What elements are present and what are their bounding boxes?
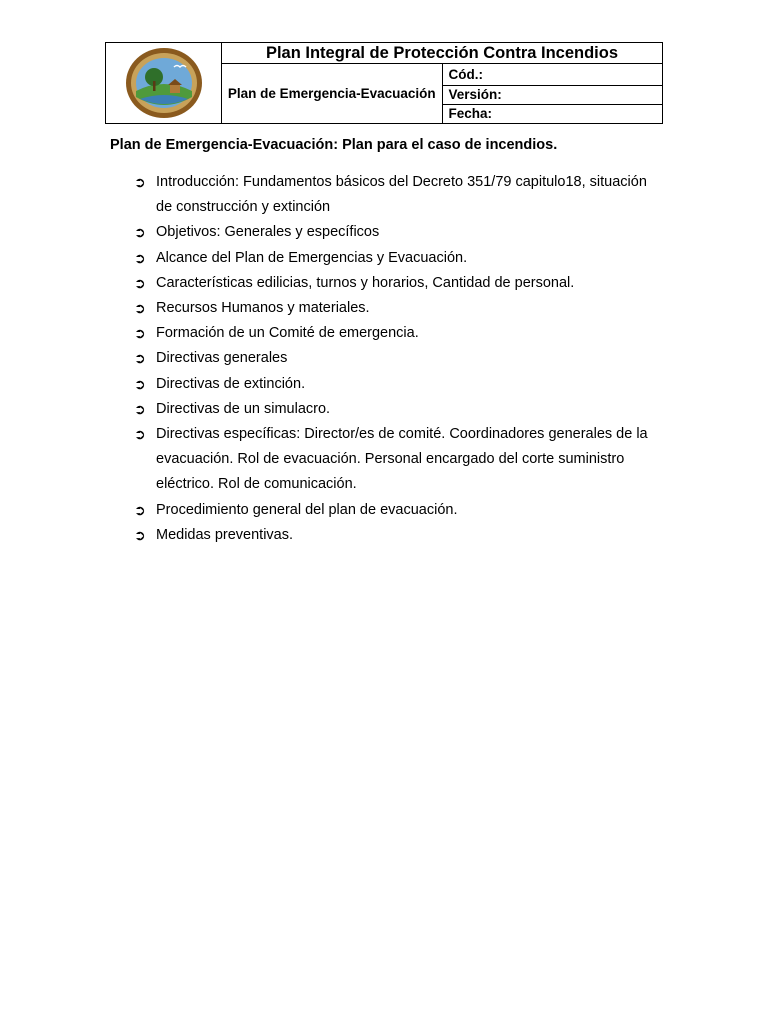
code-label: Cód.: — [442, 64, 663, 86]
circled-arrow-icon: ➲ — [134, 526, 146, 543]
circled-arrow-icon: ➲ — [134, 375, 146, 392]
list-item: ➲ Directivas de un simulacro. — [134, 397, 654, 422]
list-item: ➲ Directivas de extinción. — [134, 372, 654, 397]
section-heading: Plan de Emergencia-Evacuación: Plan para el caso de incendios. — [110, 137, 558, 153]
document-main-title: Plan Integral de Protección Contra Incendios — [222, 43, 663, 64]
list-item: ➲ Directivas específicas: Director/es de comité. Coordinadores generales de la evacuación. Rol de evacuación. Personal encargado del corte suministro eléctrico. Rol de comunicación. — [134, 422, 654, 498]
list-item: ➲ Medidas preventivas. — [134, 523, 654, 548]
circled-arrow-icon: ➲ — [134, 426, 146, 443]
circled-arrow-icon: ➲ — [134, 174, 146, 190]
logo — [106, 43, 221, 123]
list-item: ➲ Formación de un Comité de emergencia. — [134, 321, 654, 346]
circled-arrow-icon: ➲ — [134, 224, 146, 241]
circled-arrow-icon: ➲ — [134, 400, 146, 417]
list-item: ➲ Procedimiento general del plan de evacuación. — [134, 498, 654, 523]
list-item: ➲ Características edilicias, turnos y horarios, Cantidad de personal. — [134, 271, 654, 296]
institution-seal-icon — [124, 47, 204, 119]
logo-cell — [106, 43, 222, 124]
list-item: ➲ Directivas generales — [134, 346, 654, 371]
version-label: Versión: — [442, 86, 663, 105]
circled-arrow-icon: ➲ — [134, 249, 146, 266]
list-item: ➲ Introducción: Fundamentos básicos del Decreto 351/79 capitulo18, situación de construcción y extinción — [134, 170, 654, 220]
circled-arrow-icon: ➲ — [134, 274, 146, 291]
list-item: ➲ Objetivos: Generales y específicos — [134, 220, 654, 245]
circled-arrow-icon: ➲ — [134, 350, 146, 367]
circled-arrow-icon: ➲ — [134, 300, 146, 317]
circled-arrow-icon: ➲ — [134, 501, 146, 518]
document-header-table — [105, 42, 663, 124]
date-label: Fecha: — [442, 105, 663, 124]
circled-arrow-icon: ➲ — [134, 325, 146, 342]
list-item: ➲ Alcance del Plan de Emergencias y Evacuación. — [134, 246, 654, 271]
contents-list — [134, 170, 654, 548]
document-subtitle: Plan de Emergencia-Evacuación — [222, 64, 443, 124]
list-item: ➲ Recursos Humanos y materiales. — [134, 296, 654, 321]
